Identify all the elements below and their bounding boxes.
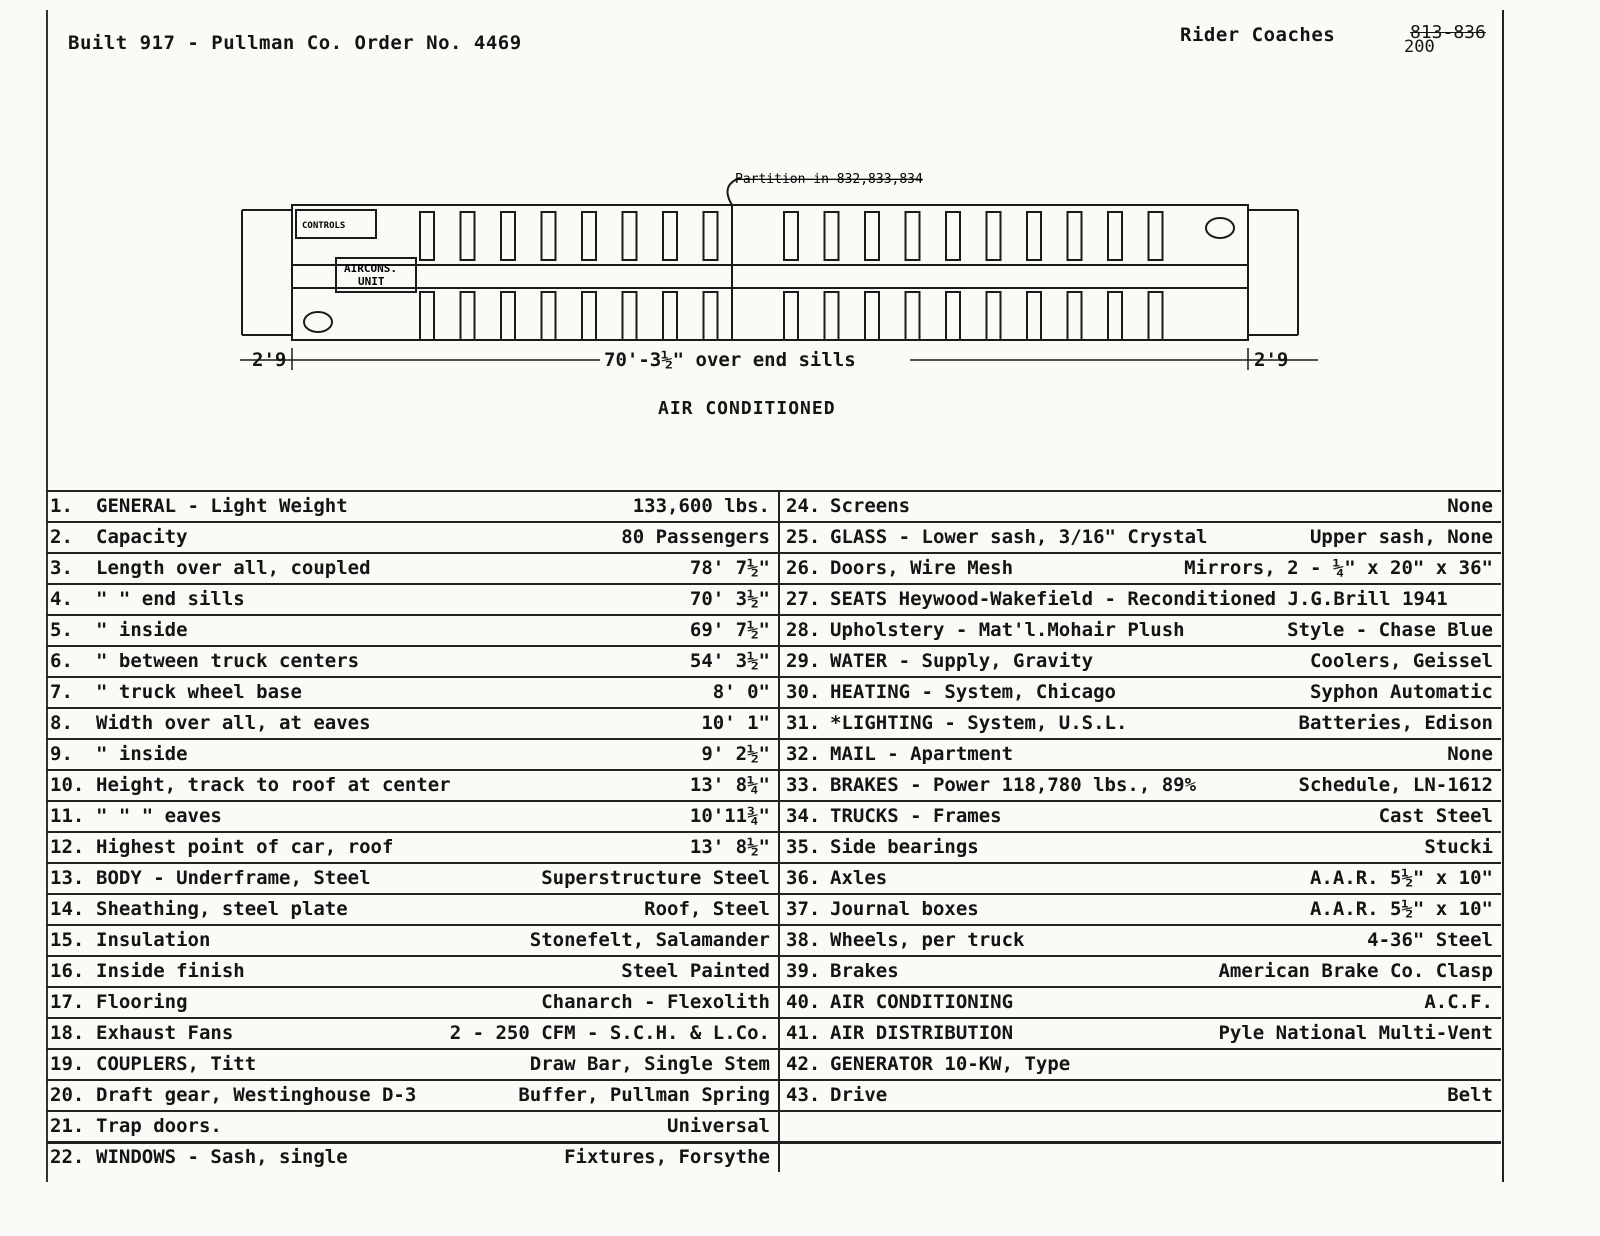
spec-number: 12. — [50, 836, 85, 858]
spec-value: Universal — [667, 1115, 770, 1137]
spec-value: 2 - 250 CFM - S.C.H. & L.Co. — [449, 1022, 770, 1044]
seat — [663, 212, 677, 260]
spec-number: 11. — [50, 805, 85, 827]
spec-number: 39. — [786, 960, 821, 982]
spec-number: 34. — [786, 805, 821, 827]
spec-number: 21. — [50, 1115, 85, 1137]
spec-label: Highest point of car, roof — [96, 836, 394, 858]
seat — [542, 212, 556, 260]
spec-value: 54' 3½" — [689, 650, 770, 672]
spec-number: 26. — [786, 557, 821, 579]
spec-row — [778, 738, 1501, 769]
spec-number: 5. — [50, 619, 73, 641]
spec-number: 1. — [50, 495, 73, 517]
spec-value: Syphon Automatic — [1309, 681, 1493, 703]
spec-label: Insulation — [96, 929, 211, 951]
seat — [420, 292, 434, 340]
spec-label: Upholstery - Mat'l.Mohair Plush — [830, 619, 1185, 641]
spec-row — [46, 893, 778, 924]
spec-label: " " end sills — [96, 588, 245, 610]
spec-value: Batteries, Edison — [1298, 712, 1493, 734]
seat — [542, 292, 556, 340]
spec-label: WATER - Supply, Gravity — [830, 650, 1094, 672]
seat — [946, 212, 960, 260]
spec-row — [778, 955, 1501, 986]
spec-number: 18. — [50, 1022, 85, 1044]
spec-label: AIR DISTRIBUTION — [830, 1022, 1014, 1044]
seat — [946, 292, 960, 340]
controls-label: CONTROLS — [302, 221, 346, 231]
spec-value: A.C.F. — [1424, 991, 1493, 1013]
seat — [461, 212, 475, 260]
spec-row — [46, 521, 778, 552]
spec-label: Screens — [830, 495, 911, 517]
spec-label: *LIGHTING - System, U.S.L. — [830, 712, 1128, 734]
seat — [865, 292, 879, 340]
spec-number: 9. — [50, 743, 73, 765]
spec-row — [778, 1141, 1501, 1172]
spec-label: BRAKES - Power 118,780 lbs., 89% — [830, 774, 1197, 796]
spec-row — [778, 769, 1501, 800]
seat — [420, 212, 434, 260]
spec-number: 30. — [786, 681, 821, 703]
spec-row — [778, 707, 1501, 738]
spec-number: 32. — [786, 743, 821, 765]
spec-label: " " " eaves — [96, 805, 222, 827]
spec-row — [778, 1048, 1501, 1079]
spec-number: 27. — [786, 588, 821, 610]
spec-row — [46, 676, 778, 707]
spec-row — [46, 552, 778, 583]
spec-number: 2. — [50, 526, 73, 548]
spec-value: Fixtures, Forsythe — [564, 1146, 770, 1168]
spec-value: Chanarch - Flexolith — [541, 991, 770, 1013]
spec-value: Pyle National Multi-Vent — [1218, 1022, 1493, 1044]
seat — [1108, 292, 1122, 340]
spec-row — [46, 924, 778, 955]
spec-label: Draft gear, Westinghouse D-3 — [96, 1084, 417, 1106]
seat — [1027, 212, 1041, 260]
spec-row — [778, 490, 1501, 521]
spec-number: 40. — [786, 991, 821, 1013]
spec-row — [778, 862, 1501, 893]
spec-number: 6. — [50, 650, 73, 672]
spec-label: COUPLERS, Titt — [96, 1053, 257, 1075]
spec-number: 15. — [50, 929, 85, 951]
spec-row — [778, 1110, 1501, 1141]
seat — [1027, 292, 1041, 340]
spec-value: 80 Passengers — [621, 526, 770, 548]
new-car-number: 200 — [1404, 37, 1435, 57]
seat — [784, 292, 798, 340]
spec-label: Journal boxes — [830, 898, 979, 920]
spec-row — [46, 862, 778, 893]
spec-row — [778, 645, 1501, 676]
spec-number: 33. — [786, 774, 821, 796]
spec-value: 10'11¾" — [689, 805, 770, 827]
spec-number: 22. — [50, 1146, 85, 1168]
seat — [825, 292, 839, 340]
spec-value: Mirrors, 2 - ¼" x 20" x 36" — [1184, 557, 1493, 579]
seats-bottom-row — [420, 292, 1163, 340]
spec-value: Schedule, LN-1612 — [1298, 774, 1493, 796]
spec-row — [778, 1017, 1501, 1048]
toilet-right — [1206, 218, 1234, 238]
spec-value: Superstructure Steel — [541, 867, 770, 889]
spec-row — [778, 986, 1501, 1017]
spec-value: None — [1447, 495, 1493, 517]
seat — [906, 292, 920, 340]
spec-label: Flooring — [96, 991, 188, 1013]
spec-label: Side bearings — [830, 836, 979, 858]
seat — [1149, 212, 1163, 260]
seat — [623, 212, 637, 260]
spec-row — [46, 583, 778, 614]
spec-label: GENERATOR 10-KW, Type — [830, 1053, 1071, 1075]
spec-value: Stonefelt, Salamander — [529, 929, 770, 951]
spec-value: 13' 8½" — [689, 836, 770, 858]
spec-row — [46, 645, 778, 676]
spec-value: 9' 2½" — [701, 743, 770, 765]
spec-value: Style - Chase Blue — [1287, 619, 1493, 641]
spec-number: 29. — [786, 650, 821, 672]
spec-number: 37. — [786, 898, 821, 920]
spec-label: Brakes — [830, 960, 899, 982]
spec-value: Draw Bar, Single Stem — [529, 1053, 770, 1075]
spec-number: 10. — [50, 774, 85, 796]
spec-value: None — [1447, 743, 1493, 765]
spec-value: 78' 7½" — [689, 557, 770, 579]
spec-value: Cast Steel — [1378, 805, 1493, 827]
spec-number: 17. — [50, 991, 85, 1013]
end-dimension-right: 2'9 — [1254, 349, 1289, 371]
old-car-number: 813-836 — [1410, 22, 1486, 43]
spec-number: 7. — [50, 681, 73, 703]
spec-value: Stucki — [1424, 836, 1493, 858]
spec-column-left — [46, 490, 780, 1172]
seat — [663, 292, 677, 340]
spec-row — [46, 490, 778, 521]
spec-number: 42. — [786, 1053, 821, 1075]
spec-label: Length over all, coupled — [96, 557, 371, 579]
spec-row — [46, 800, 778, 831]
spec-label: Drive — [830, 1084, 888, 1106]
spec-label: Trap doors. — [96, 1115, 222, 1137]
table-bottom-rule — [46, 1142, 1501, 1144]
spec-label: Axles — [830, 867, 888, 889]
spec-value: 69' 7½" — [689, 619, 770, 641]
spec-number: 3. — [50, 557, 73, 579]
spec-value: Buffer, Pullman Spring — [518, 1084, 770, 1106]
spec-row — [46, 986, 778, 1017]
seat — [906, 212, 920, 260]
spec-row — [46, 1017, 778, 1048]
seat — [1068, 212, 1082, 260]
spec-number: 43. — [786, 1084, 821, 1106]
spec-row — [46, 955, 778, 986]
spec-row — [46, 1141, 778, 1172]
spec-row — [778, 552, 1501, 583]
spec-value: 13' 8¼" — [689, 774, 770, 796]
spec-row — [778, 583, 1501, 614]
spec-label: Wheels, per truck — [830, 929, 1025, 951]
seat — [987, 212, 1001, 260]
end-dimension-left: 2'9 — [252, 349, 287, 371]
seat — [784, 212, 798, 260]
spec-label: BODY - Underframe, Steel — [96, 867, 371, 889]
spec-row — [46, 1079, 778, 1110]
seat — [582, 292, 596, 340]
spec-label: Exhaust Fans — [96, 1022, 234, 1044]
spec-label: Sheathing, steel plate — [96, 898, 348, 920]
spec-label: SEATS Heywood-Wakefield - Reconditioned J.G.Brill 1941 — [830, 588, 1448, 610]
aircon-label-2: UNIT — [358, 275, 385, 288]
seat — [623, 292, 637, 340]
spec-number: 13. — [50, 867, 85, 889]
spec-value: American Brake Co. Clasp — [1218, 960, 1493, 982]
spec-value: Belt — [1447, 1084, 1493, 1106]
seats-top-row — [420, 212, 1163, 260]
spec-row — [46, 614, 778, 645]
spec-row — [778, 676, 1501, 707]
spec-row — [46, 738, 778, 769]
spec-number: 8. — [50, 712, 73, 734]
spec-number: 36. — [786, 867, 821, 889]
spec-row — [46, 707, 778, 738]
spec-row — [778, 1079, 1501, 1110]
aircon-label-1: AIRCONS. — [344, 262, 397, 275]
spec-number: 4. — [50, 588, 73, 610]
spec-value: 4-36" Steel — [1367, 929, 1493, 951]
length-dimension: 70'-3½" over end sills — [604, 349, 856, 371]
spec-value: 8' 0" — [712, 681, 770, 703]
seat — [501, 292, 515, 340]
spec-value: 133,600 lbs. — [632, 495, 770, 517]
seat — [987, 292, 1001, 340]
spec-value: 70' 3½" — [689, 588, 770, 610]
toilet-left — [304, 312, 332, 332]
spec-row — [778, 831, 1501, 862]
spec-row — [778, 800, 1501, 831]
partition-note: Partition in 832,833,834 — [735, 172, 923, 187]
spec-value: 10' 1" — [701, 712, 770, 734]
spec-row — [778, 614, 1501, 645]
seat — [461, 292, 475, 340]
spec-label: Height, track to roof at center — [96, 774, 451, 796]
spec-row — [778, 521, 1501, 552]
left-vestibule — [242, 210, 292, 335]
spec-value: Roof, Steel — [644, 898, 770, 920]
spec-row — [778, 924, 1501, 955]
seat — [501, 212, 515, 260]
seat — [704, 212, 718, 260]
spec-number: 41. — [786, 1022, 821, 1044]
spec-row — [46, 769, 778, 800]
seat — [1108, 212, 1122, 260]
air-conditioned-title: AIR CONDITIONED — [658, 398, 836, 419]
spec-label: Capacity — [96, 526, 188, 548]
spec-number: 25. — [786, 526, 821, 548]
spec-label: HEATING - System, Chicago — [830, 681, 1116, 703]
spec-column-right — [778, 490, 1501, 1172]
spec-row — [46, 1110, 778, 1141]
seat — [825, 212, 839, 260]
spec-label: GLASS - Lower sash, 3/16" Crystal — [830, 526, 1208, 548]
spec-number: 31. — [786, 712, 821, 734]
seat — [582, 212, 596, 260]
spec-label: MAIL - Apartment — [830, 743, 1014, 765]
spec-label: " inside — [96, 743, 188, 765]
spec-value: Upper sash, None — [1309, 526, 1493, 548]
spec-label: Doors, Wire Mesh — [830, 557, 1014, 579]
spec-value: A.A.R. 5½" x 10" — [1309, 867, 1493, 889]
right-vestibule — [1248, 210, 1298, 335]
spec-row — [778, 893, 1501, 924]
car-body-outline — [292, 205, 1248, 340]
spec-number: 38. — [786, 929, 821, 951]
spec-label: Width over all, at eaves — [96, 712, 371, 734]
spec-label: " inside — [96, 619, 188, 641]
spec-number: 28. — [786, 619, 821, 641]
spec-label: Inside finish — [96, 960, 245, 982]
car-series: Rider Coaches — [1180, 24, 1336, 46]
spec-label: " between truck centers — [96, 650, 360, 672]
seat — [1068, 292, 1082, 340]
spec-number: 14. — [50, 898, 85, 920]
car-number — [1404, 22, 1486, 57]
spec-label: TRUCKS - Frames — [830, 805, 1002, 827]
spec-label: WINDOWS - Sash, single — [96, 1146, 348, 1168]
spec-number: 16. — [50, 960, 85, 982]
spec-number: 20. — [50, 1084, 85, 1106]
spec-row — [46, 1048, 778, 1079]
seat — [704, 292, 718, 340]
spec-label: GENERAL - Light Weight — [96, 495, 348, 517]
spec-row — [46, 831, 778, 862]
spec-value: A.A.R. 5½" x 10" — [1309, 898, 1493, 920]
seat — [1149, 292, 1163, 340]
spec-number: 35. — [786, 836, 821, 858]
spec-number: 24. — [786, 495, 821, 517]
spec-label: " truck wheel base — [96, 681, 302, 703]
spec-value: Steel Painted — [621, 960, 770, 982]
spec-value: Coolers, Geissel — [1309, 650, 1493, 672]
spec-number: 19. — [50, 1053, 85, 1075]
order-info: Built 917 - Pullman Co. Order No. 4469 — [68, 32, 522, 54]
spec-label: AIR CONDITIONING — [830, 991, 1014, 1013]
seat — [865, 212, 879, 260]
